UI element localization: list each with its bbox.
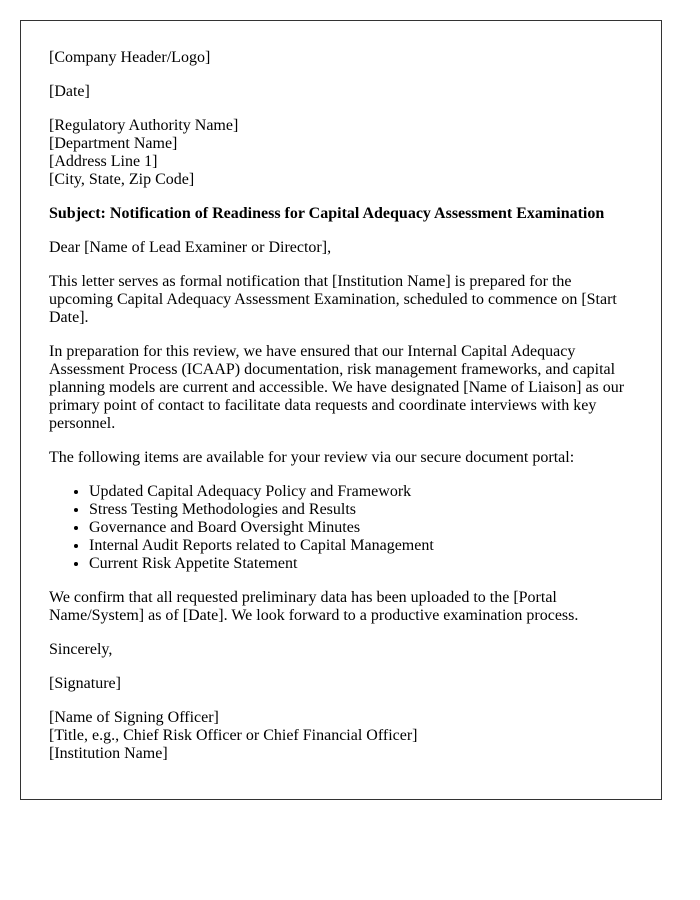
body-paragraph: The following items are available for your review via our secure document portal: [49, 449, 575, 466]
document-list [49, 483, 633, 573]
body-paragraph: In preparation for this review, we have ensured that our Internal Capital Adequacy Assessment Process (ICAAP) documentation, risk management frameworks, and capital planning models are current and accessible. We have designated [Name of Liaison] as our primary point of contact to facilitate data requests and coordinate interviews with key personnel. [49, 343, 625, 432]
recipient-line: [Department Name] [49, 135, 178, 152]
signer-line: [Title, e.g., Chief Risk Officer or Chief Financial Officer] [49, 727, 418, 744]
list-item: • Updated Capital Adequacy Policy and Framework [89, 483, 633, 501]
recipient-line: [City, State, Zip Code] [49, 171, 195, 188]
subject-line: Subject: Notification of Readiness for Capital Adequacy Assessment Examination [49, 205, 605, 222]
list-item: • Stress Testing Methodologies and Results [89, 501, 633, 519]
list-item: • Current Risk Appetite Statement [89, 555, 633, 573]
closing: Sincerely, [49, 641, 113, 658]
list-item: • Governance and Board Oversight Minutes [89, 519, 633, 537]
signer-line: [Name of Signing Officer] [49, 709, 219, 726]
letter [20, 20, 662, 800]
body-paragraph: This letter serves as formal notification that [Institution Name] is prepared for the upcoming Capital Adequacy Assessment Examination, scheduled to commence on [Start Date]. [49, 273, 617, 326]
recipient-line: [Address Line 1] [49, 153, 158, 170]
closing-paragraph: We confirm that all requested preliminary data has been uploaded to the [Portal Name/System] as of [Date]. We look forward to a productive examination process. [49, 589, 579, 624]
signer-block [49, 709, 633, 763]
company-header: [Company Header/Logo] [49, 49, 211, 66]
recipient-address [49, 117, 633, 189]
recipient-line: [Regulatory Authority Name] [49, 117, 239, 134]
list-item: • Internal Audit Reports related to Capital Management [89, 537, 633, 555]
signature: [Signature] [49, 675, 121, 692]
signer-line: [Institution Name] [49, 745, 168, 762]
salutation: Dear [Name of Lead Examiner or Director], [49, 239, 332, 256]
letter-date: [Date] [49, 83, 90, 100]
